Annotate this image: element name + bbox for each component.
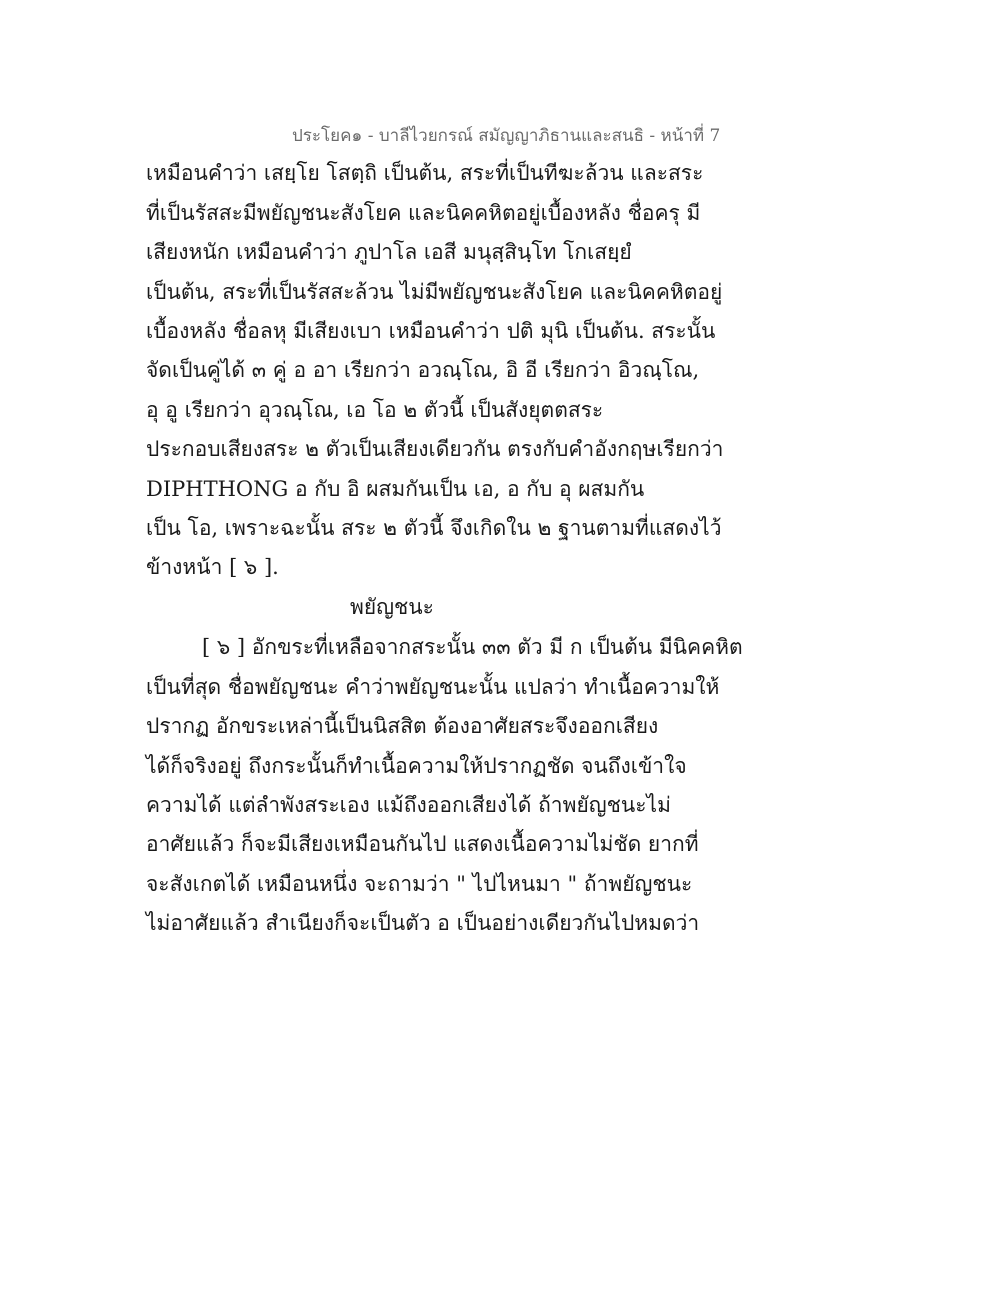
text-line-12: [ ๖ ] อักขระที่เหลือจากสระนั้น ๓๓ ตัว มี ก เป็นต้น มีนิคคหิต [202, 635, 743, 659]
text-line-6: จัดเป็นคู่ได้ ๓ คู่ อ อา เรียกว่า อวณฺโณ, อิ อี เรียกว่า อิวณฺโณ, [146, 358, 700, 382]
text-line-5: เบื้องหลัง ชื่อลหุ มีเสียงเบา เหมือนคำว่า ปติ มุนิ เป็นต้น. สระนั้น [146, 319, 716, 343]
text-line-17: อาศัยแล้ว ก็จะมีเสียงเหมือนกันไป แสดงเนื้อความไม่ชัด ยากที่ [146, 832, 699, 856]
running-header: ประโยค๑ - บาลีไวยกรณ์ สมัญญาภิธานและสนธิ - หน้าที่ 7 [292, 126, 721, 146]
text-line-10: เป็น โอ, เพราะฉะนั้น สระ ๒ ตัวนี้ จึงเกิดใน ๒ ฐานตามที่แสดงไว้ [146, 516, 722, 540]
text-line-18: จะสังเกตได้ เหมือนหนึ่ง จะถามว่า " ไปไหนมา " ถ้าพยัญชนะ [146, 872, 693, 896]
text-line-13: เป็นที่สุด ชื่อพยัญชนะ คำว่าพยัญชนะนั้น แปลว่า ทำเนื้อความให้ [146, 675, 720, 699]
text-line-16: ความได้ แต่ลำพังสระเอง แม้ถึงออกเสียงได้ ถ้าพยัญชนะไม่ [146, 793, 671, 817]
text-line-8: ประกอบเสียงสระ ๒ ตัวเป็นเสียงเดียวกัน ตรงกับคำอังกฤษเรียกว่า [146, 437, 724, 461]
section-heading: พยัญชนะ [350, 595, 434, 619]
text-line-15: ได้ก็จริงอยู่ ถึงกระนั้นก็ทำเนื้อความให้ปรากฏชัด จนถึงเข้าใจ [146, 754, 687, 778]
text-line-2: ที่เป็นรัสสะมีพยัญชนะสังโยค และนิคคหิตอยู่เบื้องหลัง ชื่อครุ มี [146, 201, 701, 225]
text-line-3: เสียงหนัก เหมือนคำว่า ภูปาโล เอสี มนุสฺสินฺโท โกเสยฺยํ [146, 240, 632, 264]
text-line-1: เหมือนคำว่า เสยฺโย โสตฺถิ เป็นต้น, สระที่เป็นทีฆะล้วน และสระ [146, 161, 704, 185]
text-line-11: ข้างหน้า [ ๖ ]. [146, 555, 279, 579]
text-line-9: DIPHTHONG อ กับ อิ ผสมกันเป็น เอ, อ กับ อุ ผสมกัน [146, 477, 645, 501]
text-line-7: อุ อู เรียกว่า อุวณฺโณ, เอ โอ ๒ ตัวนี้ เป็นสังยุตตสระ [146, 398, 604, 422]
text-line-4: เป็นต้น, สระที่เป็นรัสสะล้วน ไม่มีพยัญชนะสังโยค และนิคคหิตอยู่ [146, 280, 723, 304]
text-line-14: ปรากฏ อักขระเหล่านี้เป็นนิสสิต ต้องอาศัยสระจึงออกเสียง [146, 714, 659, 738]
text-line-19: ไม่อาศัยแล้ว สำเนียงก็จะเป็นตัว อ เป็นอย่างเดียวกันไปหมดว่า [146, 911, 700, 935]
